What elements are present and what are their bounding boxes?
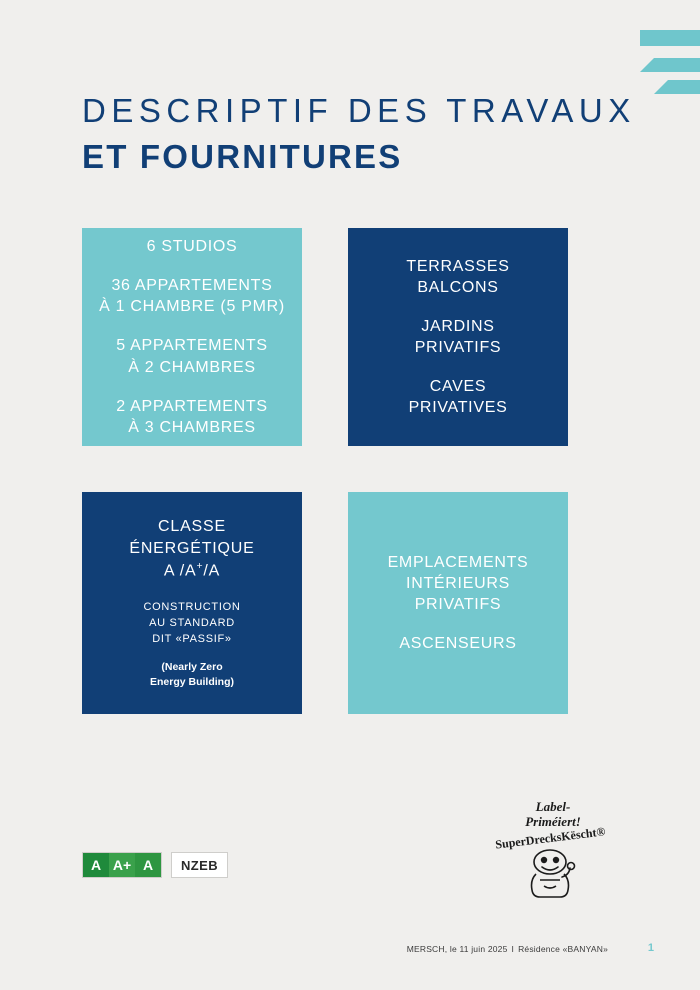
classe-value-post: /A [203,562,221,580]
exterieurs-terrasses [406,256,509,298]
emplacements-ascenseurs: ASCENSEURS [399,635,517,653]
emplacements-line-3: PRIVATIFS [414,596,502,613]
logements-1-chambre-line2: À 1 CHAMBRE (5 PMR) [99,298,285,316]
logements-3-chambres-line2: À 3 CHAMBRES [128,418,256,436]
logements-1-chambre-line1: 36 APPARTEMENTS [111,277,273,295]
sdk-label-text [501,800,605,829]
page-footer [0,942,700,964]
logements-studios: 6 STUDIOS [146,238,238,256]
classe-line-1: CLASSE [158,517,226,535]
decorative-bar-2 [640,58,700,72]
card-emplacements [348,492,568,714]
title-line-1: DESCRIPTIF DES TRAVAUX [82,92,636,129]
classe-value-pre: A /A [163,562,197,580]
aaa-cell-2: A+ [109,853,135,877]
emplacements-interieurs [388,552,529,615]
sdk-mascot-icon [495,847,605,899]
emplacements-line-1: EMPLACEMENTS [387,553,529,571]
sdk-label-line-1: Label- [535,799,571,814]
logements-2-chambres-line2: À 2 CHAMBRES [128,358,256,376]
nzeb-definition-line-2: Energy Building) [150,676,234,689]
card-exterieurs [348,228,568,446]
footer-date: MERSCH, le 11 juin 2025 [406,944,508,954]
superdreckskescht-logo [495,800,605,910]
exterieurs-caves-line1: CAVES [429,378,487,396]
exterieurs-caves-line2: PRIVATIVES [408,399,508,417]
nzeb-badge: NZEB [171,852,228,878]
exterieurs-jardins [415,316,502,358]
logements-3-chambres [116,396,267,438]
aaa-badge [82,852,162,878]
construction-line-3: DIT «PASSIF» [152,633,232,646]
logements-2-chambres-line1: 5 APPARTEMENTS [116,337,268,355]
emplacements-line-2: INTÉRIEURS [406,574,510,592]
nzeb-definition-line-1: (Nearly Zero [161,660,223,673]
decorative-bar-1 [640,30,700,46]
classe-line-2: ÉNERGÉTIQUE [129,539,255,557]
logements-3-chambres-line1: 2 APPARTEMENTS [116,397,268,415]
exterieurs-jardins-line2: PRIVATIFS [414,339,502,356]
card-classe-energetique [82,492,302,714]
construction-standard [143,600,240,648]
classe-value-sup: + [196,560,204,572]
exterieurs-jardins-line1: JARDINS [421,317,495,335]
construction-line-1: CONSTRUCTION [143,601,241,614]
page-number: 1 [647,942,654,954]
footer-separator: I [511,944,515,954]
footer-caption [407,944,608,954]
classe-energetique-block [129,516,254,583]
sdk-brand-text: SuperDrecksKëscht® [494,824,607,852]
decorative-bar-3 [654,80,700,94]
construction-line-2: AU STANDARD [149,617,235,630]
certification-badges [82,852,228,878]
nzeb-definition [150,660,234,690]
title-line-2: ET FOURNITURES [82,137,403,175]
page-title [82,92,636,177]
exterieurs-terrasses-line1: TERRASSES [406,257,510,275]
aaa-cell-3: A [135,853,161,877]
logements-1-chambre [99,275,285,317]
footer-project: Résidence «BANYAN» [518,944,608,954]
sdk-label-line-2: Priméiert! [525,813,581,829]
exterieurs-terrasses-line2: BALCONS [417,278,499,296]
logements-2-chambres [116,335,267,377]
aaa-cell-1: A [83,853,109,877]
card-logements [82,228,302,446]
classe-line-3 [129,560,254,582]
exterieurs-caves [409,376,508,418]
